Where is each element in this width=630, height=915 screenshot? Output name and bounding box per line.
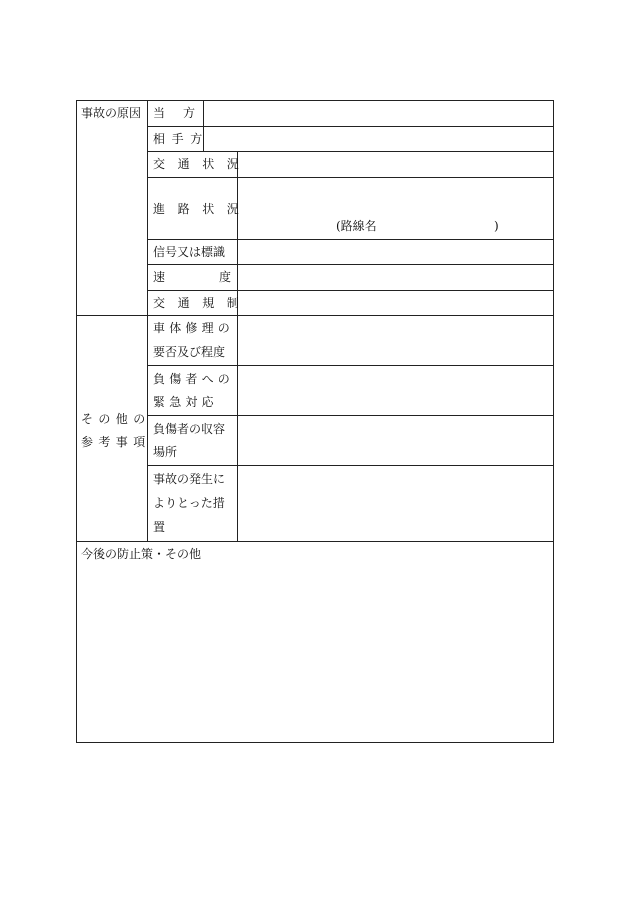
speed-label: 速 度	[153, 270, 231, 284]
table-border-left	[76, 100, 77, 743]
cause-section-header: 事故の原因	[81, 106, 142, 120]
column-divider-header	[147, 100, 148, 541]
row-line	[147, 365, 554, 366]
row-line	[147, 264, 554, 265]
repair-label-line1: 車体修理の	[153, 321, 235, 335]
row-line	[147, 126, 554, 127]
row-line	[147, 290, 554, 291]
road-condition-label: 進路状況	[153, 202, 252, 216]
self-label: 当 方	[153, 106, 195, 120]
reference-section-header-line2: 参考事項	[81, 435, 151, 449]
section-divider-prevention	[76, 541, 554, 542]
table-border-bottom	[76, 742, 554, 743]
hospital-label-line2: 場所	[153, 445, 178, 459]
first-aid-label-line2: 緊急対応	[153, 395, 218, 409]
row-line	[147, 151, 554, 152]
measures-label-line2: よりとった措	[153, 496, 225, 510]
route-name-close: )	[494, 219, 499, 233]
traffic-regulation-label: 交通規制	[153, 296, 252, 310]
other-party-label: 相手方	[153, 132, 209, 146]
hospital-label-line1: 負傷者の収容	[153, 422, 226, 436]
traffic-condition-label: 交通状況	[153, 157, 252, 171]
measures-label-line3: 置	[153, 520, 166, 534]
row-line	[147, 239, 554, 240]
table-border-right	[553, 100, 554, 743]
row-line	[147, 465, 554, 466]
measures-label-line1: 事故の発生に	[153, 472, 226, 486]
signal-sign-label: 信号又は標識	[153, 245, 226, 259]
row-line	[147, 177, 554, 178]
repair-label-line2: 要否及び程度	[153, 345, 226, 359]
route-name-open: (路線名	[336, 219, 377, 233]
prevention-section-header: 今後の防止策・その他	[81, 547, 202, 561]
first-aid-label-line1: 負傷者への	[153, 372, 235, 386]
row-line	[147, 415, 554, 416]
reference-section-header-line1: その他の	[81, 412, 151, 426]
